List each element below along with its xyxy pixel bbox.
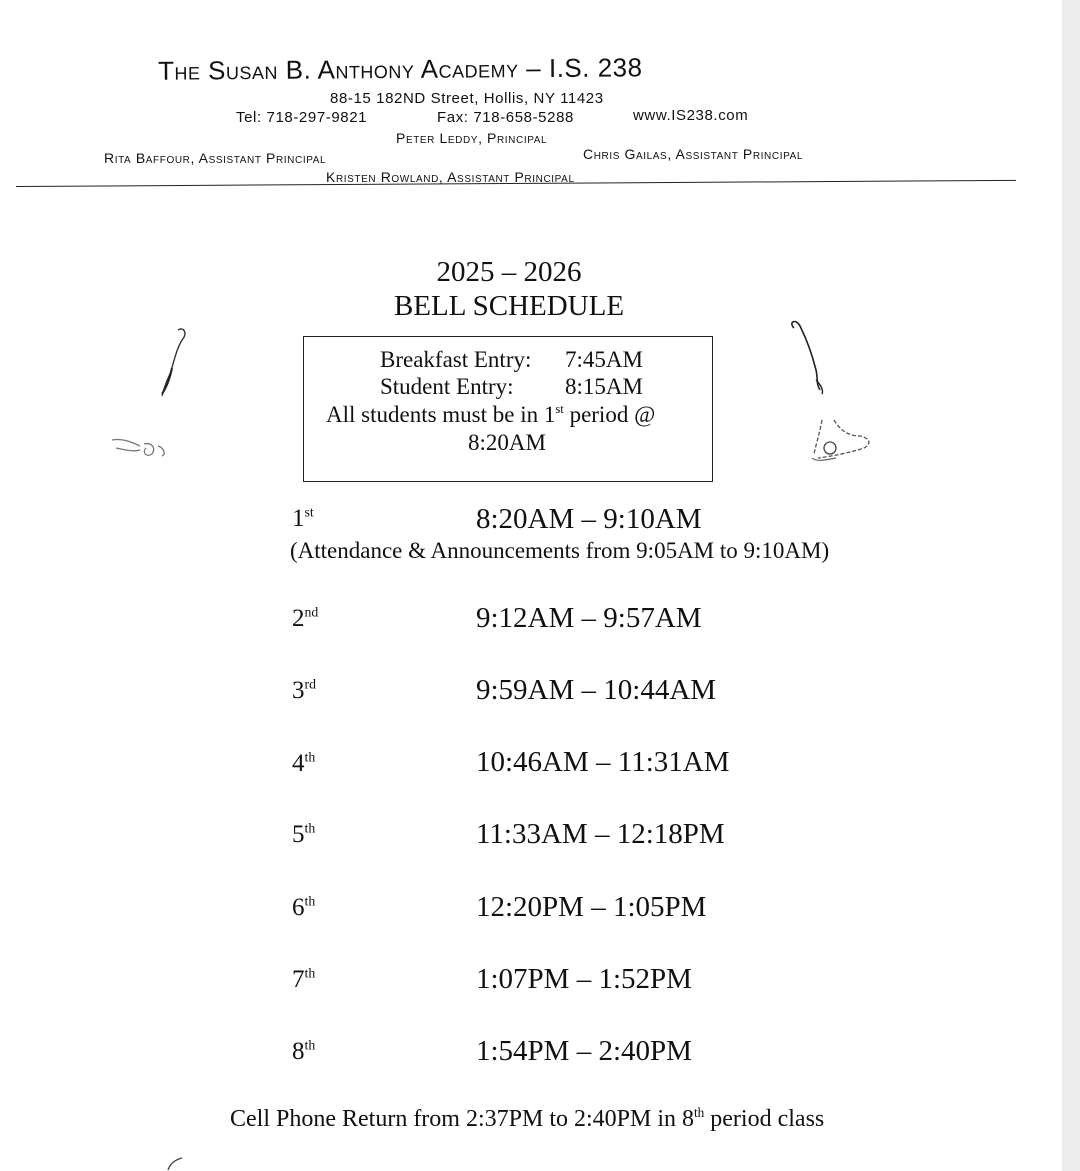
period-ordinal: th xyxy=(304,749,316,765)
cell-phone-return-note xyxy=(230,1106,824,1133)
period-time: 1:54PM – 2:40PM xyxy=(476,1035,692,1067)
period-number: 5 xyxy=(292,821,305,848)
first-period-notice xyxy=(326,402,655,428)
pen-mark-icon xyxy=(164,1156,188,1171)
period-number: 3 xyxy=(292,677,305,704)
student-entry-label: Student Entry: xyxy=(380,374,514,399)
period-time: 9:59AM – 10:44AM xyxy=(476,674,717,706)
assistant-principal-1: Rita Baffour, Assistant Principal xyxy=(104,150,327,166)
school-website: www.IS238.com xyxy=(633,107,749,124)
period-label xyxy=(292,505,314,533)
period-ordinal: rd xyxy=(304,676,316,692)
period-number: 8 xyxy=(292,1038,305,1065)
period-time: 1:07PM – 1:52PM xyxy=(476,963,692,995)
period-label xyxy=(292,821,315,849)
period-ordinal: th xyxy=(304,965,316,981)
school-fax: Fax: 718-658-5288 xyxy=(437,109,574,126)
breakfast-entry-label: Breakfast Entry: xyxy=(380,347,532,372)
period-time: 9:12AM – 9:57AM xyxy=(476,602,702,634)
period-label xyxy=(292,750,315,778)
notice-text-end: period @ xyxy=(563,402,656,427)
period-number: 4 xyxy=(292,750,305,777)
period-ordinal: th xyxy=(304,893,316,909)
period-time: 10:46AM – 11:31AM xyxy=(476,746,730,778)
school-year: 2025 – 2026 xyxy=(436,256,582,288)
period-number: 2 xyxy=(292,605,305,632)
attendance-note: (Attendance & Announcements from 9:05AM to 9:10AM) xyxy=(290,538,830,563)
period-label xyxy=(292,605,318,633)
notice-text: All students must be in 1 xyxy=(326,402,556,427)
bell-icon-left xyxy=(108,322,188,467)
entry-times-box xyxy=(303,336,713,482)
student-entry-time: 8:15AM xyxy=(565,374,643,399)
period-label xyxy=(292,1038,315,1066)
first-period-notice-time: 8:20AM xyxy=(468,430,546,455)
footer-text: Cell Phone Return from 2:37PM to 2:40PM in 8 xyxy=(230,1106,695,1132)
period-label xyxy=(292,894,315,922)
period-ordinal: nd xyxy=(304,604,319,620)
schedule-title: BELL SCHEDULE xyxy=(393,290,625,322)
period-time: 11:33AM – 12:18PM xyxy=(476,818,725,850)
period-ordinal: th xyxy=(304,820,316,836)
period-number: 6 xyxy=(292,894,305,921)
breakfast-entry-time: 7:45AM xyxy=(565,347,643,372)
school-address: 88-15 182ND Street, Hollis, NY 11423 xyxy=(330,90,604,107)
period-time: 8:20AM – 9:10AM xyxy=(476,503,702,535)
period-number: 1 xyxy=(292,505,305,532)
assistant-principal-2: Chris Gailas, Assistant Principal xyxy=(583,146,804,162)
school-name: The Susan B. Anthony Academy – I.S. 238 xyxy=(157,52,643,86)
period-number: 7 xyxy=(292,966,305,993)
footer-text-end: period class xyxy=(704,1106,825,1132)
notice-ordinal: st xyxy=(555,402,564,417)
period-label xyxy=(292,966,315,994)
school-telephone: Tel: 718-297-9821 xyxy=(236,109,368,126)
period-time: 12:20PM – 1:05PM xyxy=(476,891,707,923)
footer-ordinal: th xyxy=(694,1104,705,1120)
period-ordinal: th xyxy=(304,1037,316,1053)
bell-icon-right xyxy=(786,320,882,468)
period-label xyxy=(292,677,316,705)
principal-name: Peter Leddy, Principal xyxy=(396,130,548,146)
assistant-principal-3: Kristen Rowland, Assistant Principal xyxy=(326,169,575,185)
period-ordinal: st xyxy=(304,504,314,520)
